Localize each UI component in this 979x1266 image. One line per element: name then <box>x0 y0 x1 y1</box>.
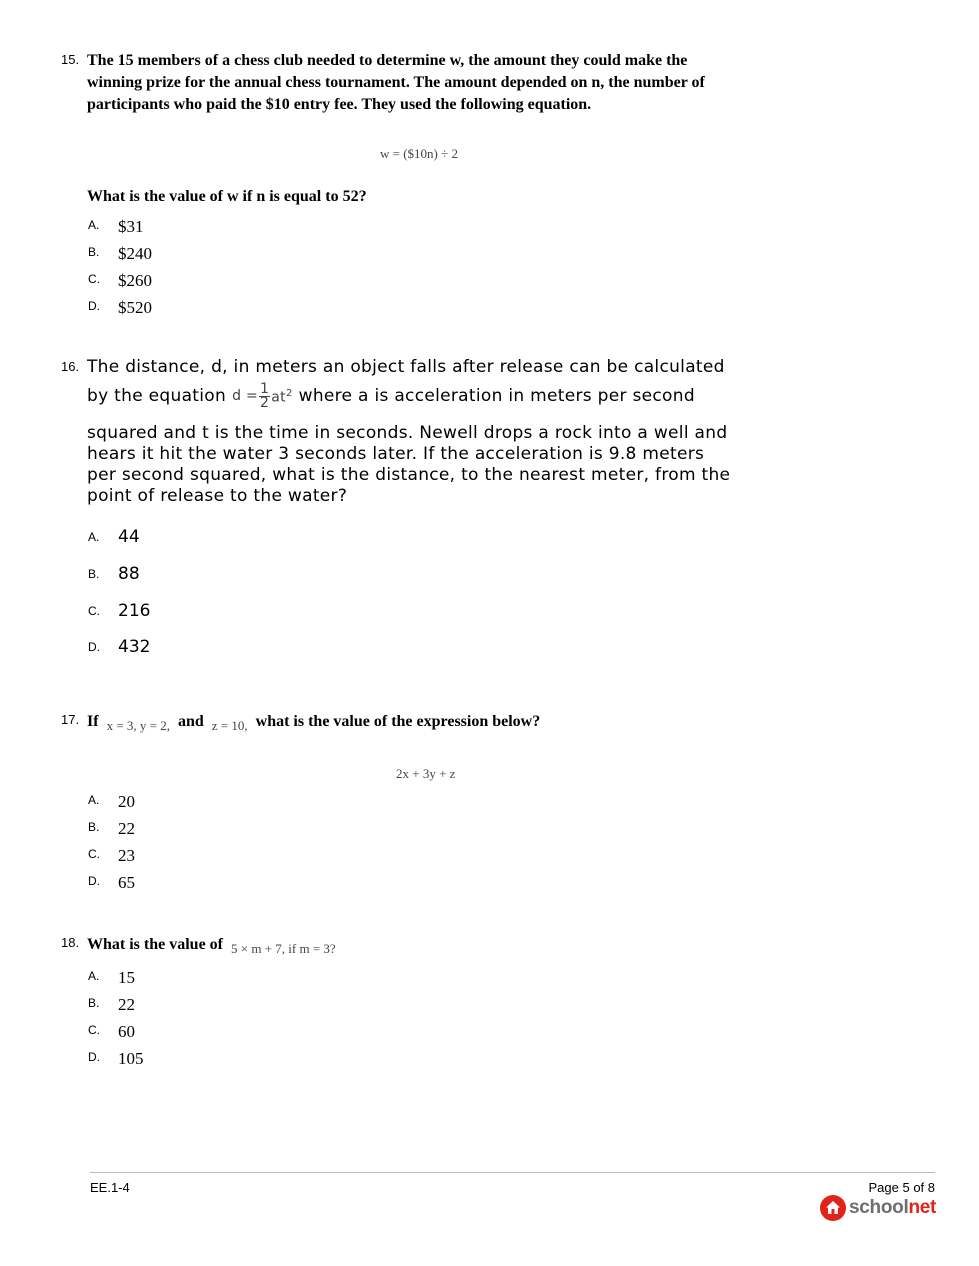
page-number: Page 5 of 8 <box>868 1180 935 1195</box>
footer-divider <box>90 1172 935 1173</box>
option-value: 65 <box>118 873 135 892</box>
question-stem-line-1: The distance, d, in meters an object falls after release can be calculated <box>87 357 725 377</box>
inline-equation-lhs: d = <box>232 387 259 404</box>
option-letter: C. <box>88 604 100 618</box>
equation: w = ($10n) ÷ 2 <box>380 146 459 161</box>
option-letter: D. <box>88 640 100 654</box>
option-value: 15 <box>118 968 135 987</box>
option-letter: C. <box>88 272 100 286</box>
stem-text: What is the value of <box>87 936 223 953</box>
option-letter: A. <box>88 793 100 807</box>
inline-equation-rhs <box>271 383 292 409</box>
answer-option-d[interactable] <box>0 874 400 896</box>
question-stem-line-2 <box>87 378 787 414</box>
inline-equation: x = 3, y = 2, <box>106 718 170 733</box>
stem-text: and <box>177 713 204 730</box>
option-letter: B. <box>88 245 100 259</box>
option-letter: B. <box>88 567 100 581</box>
stem-text: what is the value of the expression below? <box>255 713 541 730</box>
stem-line: winning prize for the annual chess tournament. The amount depended on n, the number of <box>87 74 705 91</box>
answer-option-d[interactable] <box>0 1050 400 1072</box>
answer-option-a[interactable] <box>0 527 400 552</box>
answer-option-b[interactable] <box>0 996 400 1018</box>
stem-line: point of release to the water? <box>87 486 348 506</box>
question-prompt: What is the value of w if n is equal to 52? <box>87 188 367 205</box>
logo-text-net: net <box>908 1197 937 1218</box>
equation: 2x + 3y + z <box>396 766 456 781</box>
answer-option-c[interactable] <box>0 1023 400 1045</box>
fraction-denominator: 2 <box>260 394 270 411</box>
answer-option-d[interactable] <box>0 637 400 662</box>
option-letter: D. <box>88 299 100 313</box>
equation-exponent: 2 <box>285 388 293 400</box>
logo-text <box>849 1197 936 1219</box>
stem-line: per second squared, what is the distance, to the nearest meter, from the <box>87 465 731 485</box>
answer-option-b[interactable] <box>0 245 400 267</box>
question-stem <box>87 711 887 733</box>
inline-fraction <box>259 380 270 411</box>
stem-text: where a is acceleration in meters per second <box>298 385 695 406</box>
question-number: 16. <box>61 359 80 374</box>
option-value: $520 <box>118 298 152 317</box>
option-value: 22 <box>118 819 135 838</box>
option-value: 20 <box>118 792 135 811</box>
option-letter: C. <box>88 1023 100 1037</box>
option-letter: A. <box>88 969 100 983</box>
option-value: 216 <box>118 601 151 621</box>
option-value: 23 <box>118 846 135 865</box>
option-value: 44 <box>118 527 140 547</box>
option-letter: A. <box>88 530 100 544</box>
inline-equation: z = 10, <box>211 718 248 733</box>
equation-term: at <box>271 389 286 406</box>
stem-text: If <box>87 713 99 730</box>
stem-line: hears it hit the water 3 seconds later. If the acceleration is 9.8 meters <box>87 444 705 464</box>
question-number: 18. <box>61 935 80 950</box>
stem-line: participants who paid the $10 entry fee. They used the following equation. <box>87 96 592 113</box>
answer-option-d[interactable] <box>0 299 400 321</box>
answer-option-a[interactable] <box>0 793 400 815</box>
option-letter: B. <box>88 820 100 834</box>
option-value: $31 <box>118 217 144 236</box>
question-number: 17. <box>61 712 80 727</box>
answer-option-c[interactable] <box>0 272 400 294</box>
option-value: $260 <box>118 271 152 290</box>
option-value: 60 <box>118 1022 135 1041</box>
answer-option-a[interactable] <box>0 218 400 240</box>
answer-option-a[interactable] <box>0 969 400 991</box>
option-value: 432 <box>118 637 151 657</box>
schoolnet-logo <box>820 1195 936 1221</box>
option-value: 22 <box>118 995 135 1014</box>
answer-option-c[interactable] <box>0 601 400 626</box>
option-value: 88 <box>118 564 140 584</box>
house-icon <box>820 1195 846 1221</box>
inline-equation: 5 × m + 7, if m = 3? <box>231 941 336 956</box>
option-letter: D. <box>88 1050 100 1064</box>
stem-line: squared and t is the time in seconds. Newell drops a rock into a well and <box>87 423 728 443</box>
answer-option-c[interactable] <box>0 847 400 869</box>
option-letter: C. <box>88 847 100 861</box>
option-letter: A. <box>88 218 100 232</box>
logo-text-school: school <box>849 1197 909 1218</box>
question-stem-rest <box>87 423 787 507</box>
question-stem <box>87 934 787 956</box>
fraction-numerator: 1 <box>260 380 270 397</box>
question-stem <box>87 50 787 116</box>
option-value: $240 <box>118 244 152 263</box>
answer-option-b[interactable] <box>0 564 400 589</box>
option-letter: D. <box>88 874 100 888</box>
stem-text: by the equation <box>87 385 227 406</box>
footer-code: EE.1-4 <box>90 1180 130 1195</box>
stem-line: The 15 members of a chess club needed to determine w, the amount they could make the <box>87 52 688 69</box>
question-number: 15. <box>61 52 80 67</box>
option-value: 105 <box>118 1049 144 1068</box>
answer-option-b[interactable] <box>0 820 400 842</box>
option-letter: B. <box>88 996 100 1010</box>
